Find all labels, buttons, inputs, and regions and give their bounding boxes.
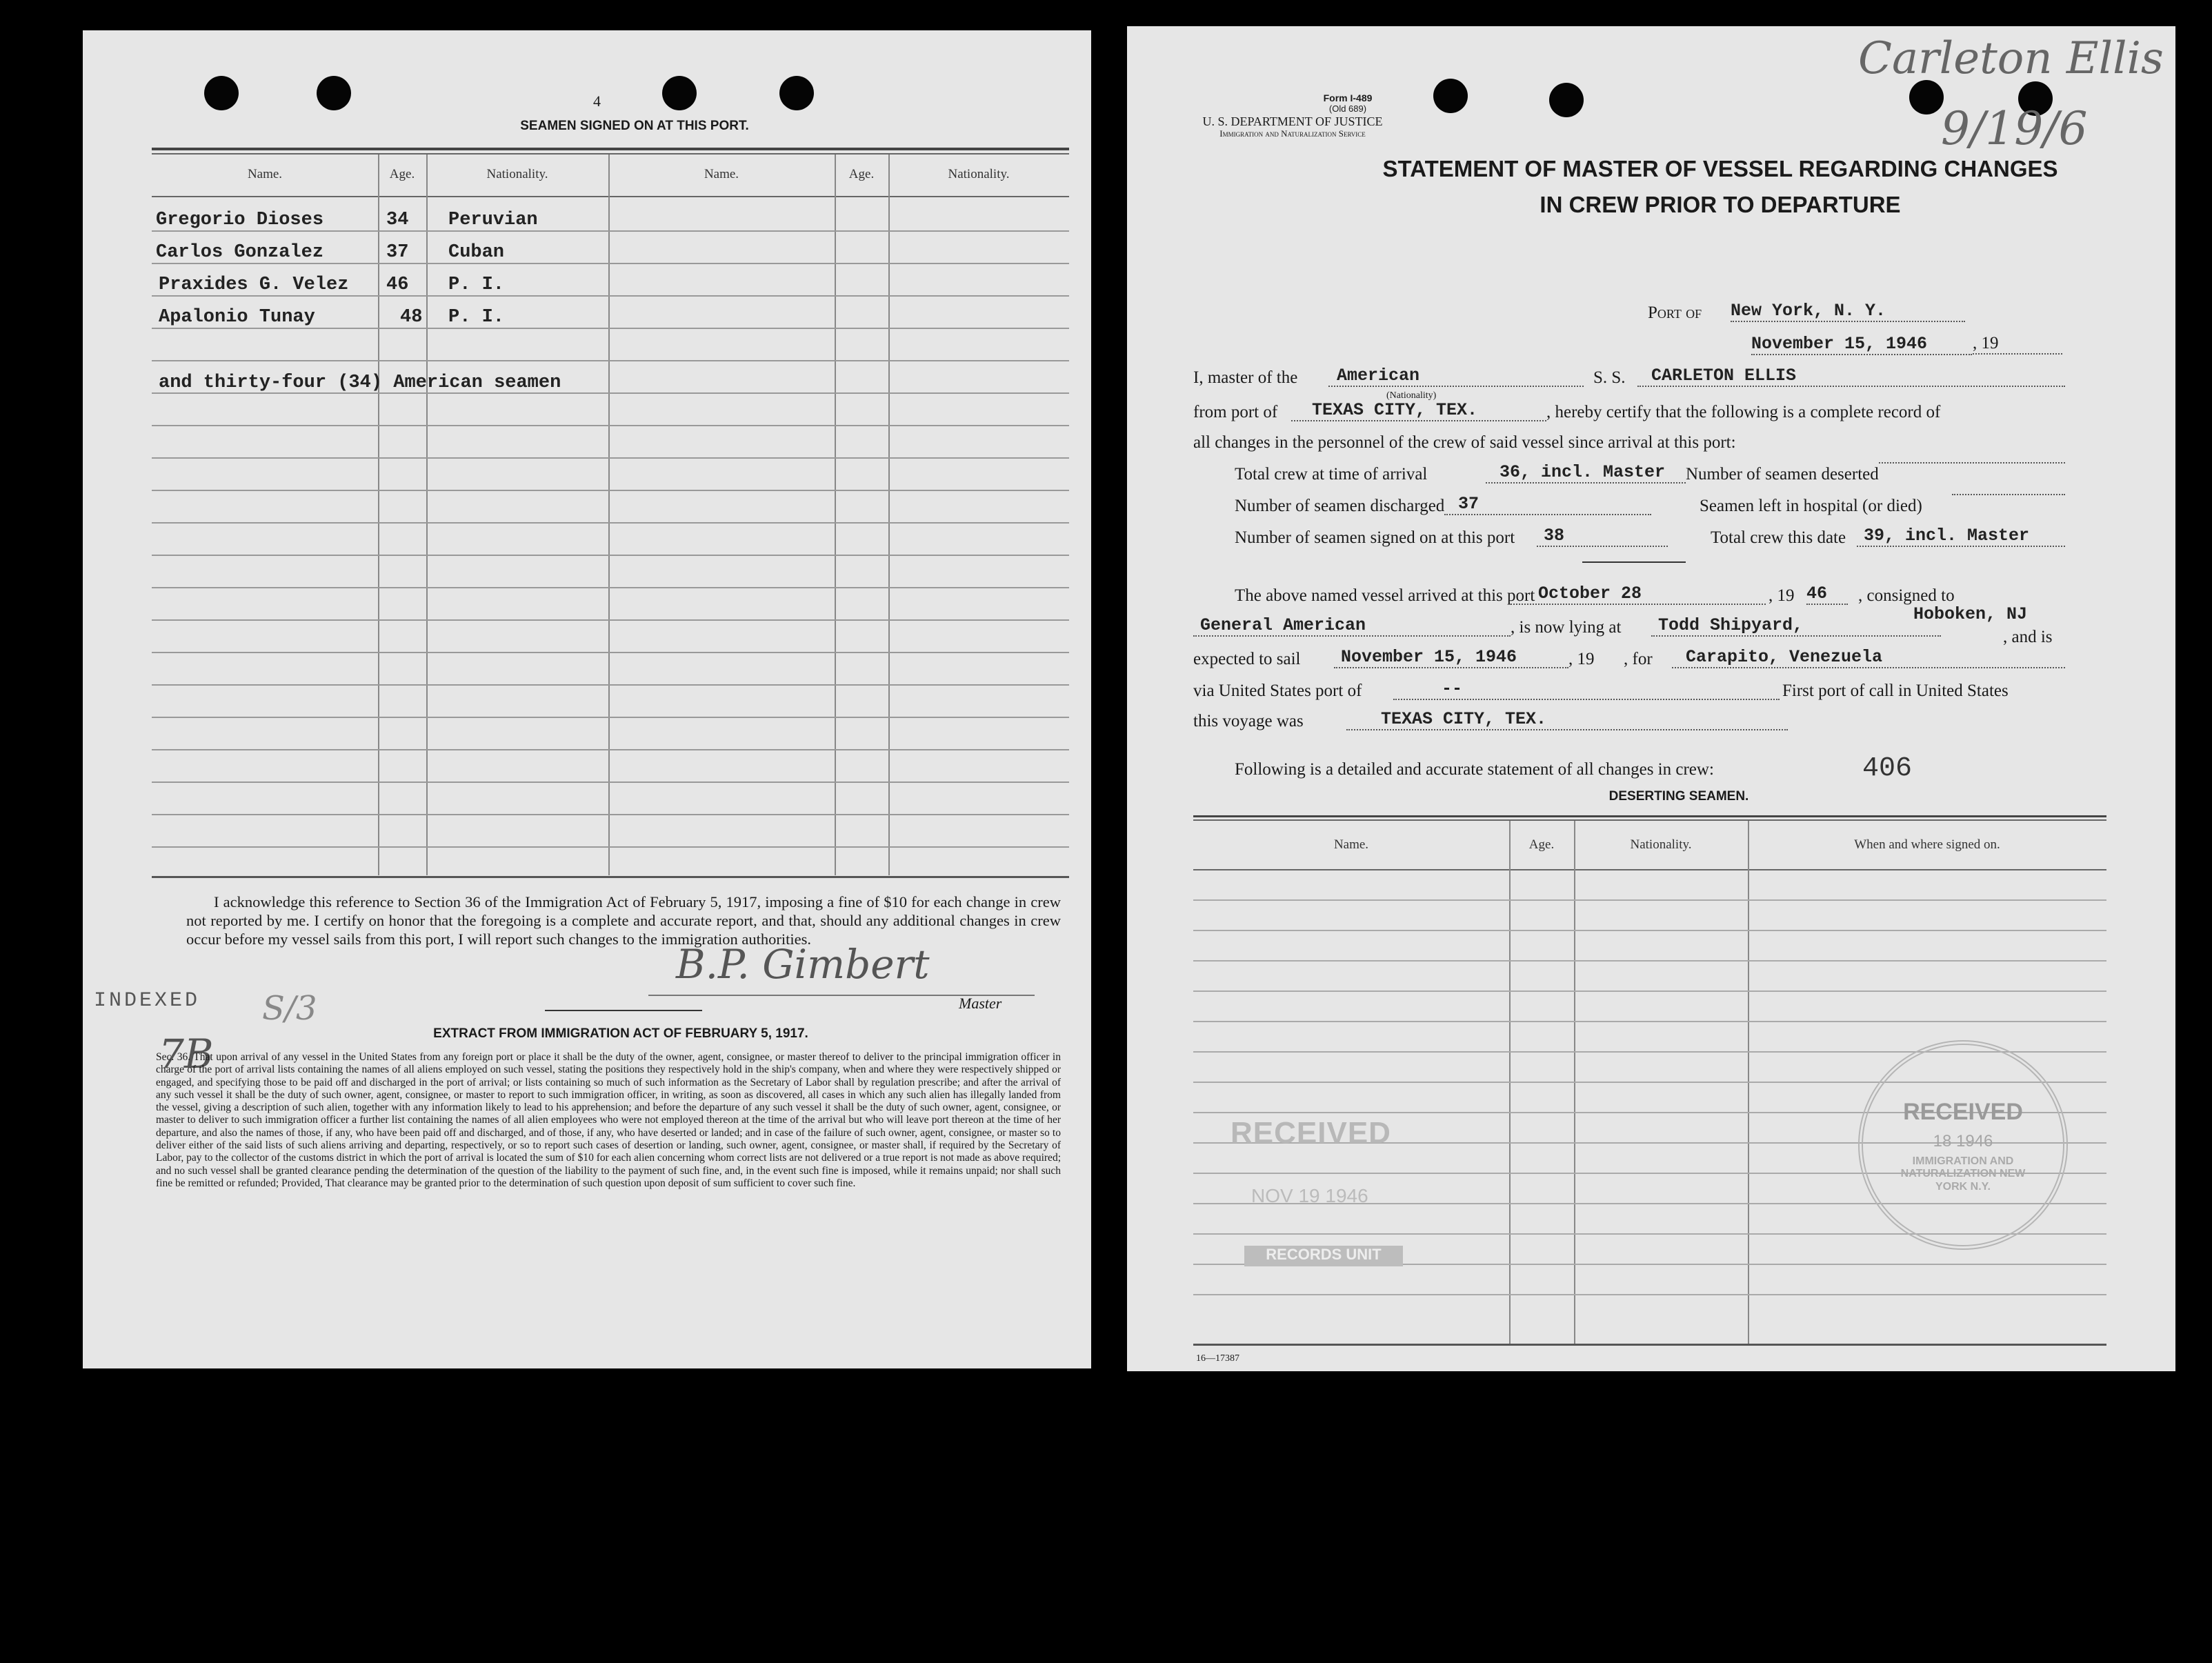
date-suffix: , 19 <box>1973 334 2062 355</box>
records-unit-stamp: RECORDS UNIT <box>1244 1246 1403 1266</box>
port-label: Port of <box>1648 303 1702 322</box>
handwritten-mark: 7B <box>159 1030 214 1077</box>
via-label: via United States port of <box>1193 681 1362 700</box>
consignee-field: General American <box>1193 615 1511 637</box>
handwritten-date-note: 9/19/6 <box>1941 102 2088 155</box>
extract-title: EXTRACT FROM IMMIGRATION ACT OF FEBRUARY 5, 1917. <box>433 1026 808 1041</box>
crew-age: 48 <box>400 307 423 328</box>
voyage-label: this voyage was <box>1193 712 1304 730</box>
crew-name: Gregorio Dioses <box>156 210 324 230</box>
master-signature: B.P. Gimbert <box>676 941 930 988</box>
total-date-label: Total crew this date <box>1711 528 1846 547</box>
punch-hole <box>1909 80 1944 114</box>
handwritten-ship-note: Carleton Ellis <box>1858 33 2164 84</box>
signed-on-label: Number of seamen signed on at this port <box>1235 528 1515 547</box>
destination-field: Carapito, Venezuela <box>1672 647 2065 668</box>
received-stamp: RECEIVED <box>1230 1116 1391 1150</box>
following-label: Following is a detailed and accurate statement of all changes in crew: <box>1235 760 1714 779</box>
punch-hole <box>1549 83 1584 117</box>
lying-label: , is now lying at <box>1511 618 1622 637</box>
total-crew-label: Total crew at time of arrival <box>1235 465 1428 484</box>
round-received-stamp: RECEIVED 18 1946 IMMIGRATION AND NATURALIZATION NEW YORK N.Y. <box>1858 1040 2068 1250</box>
table-top-rule <box>152 153 1069 155</box>
arrived-field: October 28 <box>1511 584 1766 605</box>
left-page <box>83 30 1091 1368</box>
deserted-field <box>1879 462 2065 464</box>
handwritten-initials: S/3 <box>262 989 317 1028</box>
deserting-column-header: When and where signed on. <box>1854 837 2000 852</box>
lying-location: Hoboken, NJ <box>1913 604 2028 624</box>
expected-field: November 15, 1946 <box>1334 647 1568 668</box>
arrived-year-field: 46 <box>1806 584 1848 605</box>
column-header: Name. <box>247 167 283 181</box>
crew-nationality: Peruvian <box>448 210 538 230</box>
certify-text: , hereby certify that the following is a complete record of <box>1546 403 1941 421</box>
crew-name: Apalonio Tunay <box>159 307 315 328</box>
column-header: Nationality. <box>486 167 548 181</box>
form-title-line2: IN CREW PRIOR TO DEPARTURE <box>1540 192 1901 217</box>
punch-hole <box>662 76 697 110</box>
ship-name-field: CARLETON ELLIS <box>1637 366 2065 387</box>
deserting-column-header: Age. <box>1528 837 1555 852</box>
column-header: Age. <box>848 167 875 181</box>
extract-text: Sec. 36. That upon arrival of any vessel in the United States from any foreign port or place it shall be the duty of the owner, agent, consignee, or master thereof to deliver to the principal immigration officer in charge of the port of arrival lists containing the names of all aliens employed on such vessel, stating the positions they respectively hold in the ship's company, when and where they were respectively shipped or engaged, and specifying those to be paid off and discharged in the port of arrival; or lists containing so much of such information as the Secretary of Labor shall by regulation prescribe; and after the arrival of any such vessel it shall be the duty of such owner, agent, consignee, or master to report to such immigration officer, in writing, as soon as discovered, all cases in which any such alien has illegally landed from the vessel, giving a description of such alien, together with any information likely to lead to his apprehension; and before the departure of any such vessel it shall be the duty of such owner, agent, consignee, or master to deliver to such immigration officer a further list containing the names of all alien employees who were not employed thereon at the time of the arrival but who will leave port thereon at the time of her departure, and also the names of those, if any, who have been paid off and discharged, and of those, if any, who have deserted or landed; and in case of the failure of such owner, agent, consignee, or master so to deliver either of the said lists of such aliens arriving and departing, respectively, or so to report such cases of desertion or landing, such owner, agent, consignee, or master shall, if required by the Secretary of Labor, pay to the collector of the customs district in which the port of arrival is located the sum of $10 for each alien concerning whom correct lists are not delivered or a true report is not made as above required; and no such vessel shall be granted clearance pending the determination of the question of the liability to the payment of such fine, and, in the event such fine is imposed, while it remains unpaid; nor shall such fine be remitted or refunded; Provided, That clearance may be granted prior to the determination of such question upon deposit of sum sufficient to cover such fine. <box>156 1051 1061 1189</box>
form-old: (Old 689) <box>1328 103 1367 114</box>
changes-text: all changes in the personnel of the crew of said vessel since arrival at this port: <box>1193 433 1736 452</box>
crew-nationality: P. I. <box>448 275 505 295</box>
signature-title: Master <box>959 995 1002 1012</box>
form-title-line1: STATEMENT OF MASTER OF VESSEL REGARDING CHANGES <box>1382 156 2058 181</box>
for-label: , for <box>1624 650 1653 668</box>
deserting-column-header: Name. <box>1333 837 1369 852</box>
received-stamp-date: NOV 19 1946 <box>1251 1185 1368 1206</box>
and-is: , and is <box>2003 628 2053 646</box>
total-date-field: 39, incl. Master <box>1857 526 2065 547</box>
table-top-rule <box>152 148 1069 150</box>
deserting-title: DESERTING SEAMEN. <box>1608 789 1749 804</box>
punch-hole <box>317 76 351 110</box>
section-title: SEAMEN SIGNED ON AT THIS PORT. <box>520 119 749 133</box>
page-number: 4 <box>593 92 601 110</box>
form-id: Form I-489 <box>1323 92 1373 103</box>
punch-hole <box>1433 79 1468 113</box>
from-port-field: TEXAS CITY, TEX. <box>1291 400 1546 421</box>
date-field: November 15, 1946 <box>1751 334 1972 355</box>
discharged-field: 37 <box>1444 494 1651 515</box>
punch-hole <box>779 76 814 110</box>
lying-field: Todd Shipyard, <box>1651 615 1941 637</box>
crew-age: 46 <box>386 275 409 295</box>
deserted-label: Number of seamen deserted <box>1686 465 1879 484</box>
nationality-caption: (Nationality) <box>1386 390 1437 401</box>
hospital-field <box>1952 494 2065 495</box>
hospital-label: Seamen left in hospital (or died) <box>1700 497 1922 515</box>
deserting-column-header: Nationality. <box>1630 837 1692 852</box>
arrived-year-prefix: , 19 <box>1768 586 1795 605</box>
expected-suffix: , 19 <box>1568 650 1595 668</box>
total-crew-field: 36, incl. Master <box>1486 462 1686 484</box>
signed-on-field: 38 <box>1537 526 1668 547</box>
column-header: Nationality. <box>948 167 1010 181</box>
indexed-stamp: INDEXED <box>94 989 201 1013</box>
crew-name: Praxides G. Velez <box>159 275 349 295</box>
arrived-label: The above named vessel arrived at this port <box>1235 586 1535 605</box>
via-field: -- <box>1393 679 1780 700</box>
column-header: Name. <box>704 167 739 181</box>
crew-age: 34 <box>386 210 409 230</box>
department: U. S. DEPARTMENT OF JUSTICE <box>1202 114 1383 128</box>
discharged-label: Number of seamen discharged <box>1235 497 1445 515</box>
acknowledgement-text: I acknowledge this reference to Section 36 of the Immigration Act of February 5, 1917, imposing a fine of $10 for each change in crew not reported by me. I certify on honor that the foregoing is a complete and accurate report, and that, should any additional changes in crew occur before my vessel sails from this port, I will report such changes to the immigration authorities. <box>186 893 1061 948</box>
crew-nationality: Cuban <box>448 242 505 263</box>
footer-code: 16—17387 <box>1196 1353 1239 1364</box>
master-label: I, master of the <box>1193 368 1298 387</box>
table-header-rule <box>152 196 1069 197</box>
voyage-field: TEXAS CITY, TEX. <box>1346 709 1788 730</box>
right-page <box>1127 26 2175 1371</box>
summary-row: and thirty-four (34) American seamen <box>159 372 561 393</box>
consigned-label: , consigned to <box>1858 586 1955 605</box>
punch-hole <box>204 76 239 110</box>
crew-age: 37 <box>386 242 409 263</box>
expected-label: expected to sail <box>1193 650 1301 668</box>
crew-nationality: P. I. <box>448 307 505 328</box>
first-port-label: First port of call in United States <box>1782 681 2009 700</box>
service: Immigration and Naturalization Service <box>1219 128 1366 139</box>
port-field: New York, N. Y. <box>1731 301 1965 322</box>
changes-number: 406 <box>1862 753 1913 784</box>
crew-name: Carlos Gonzalez <box>156 242 324 263</box>
ss-label: S. S. <box>1593 368 1626 387</box>
nationality-field: American <box>1328 366 1584 387</box>
column-header: Age. <box>389 167 415 181</box>
from-port-label: from port of <box>1193 403 1278 421</box>
